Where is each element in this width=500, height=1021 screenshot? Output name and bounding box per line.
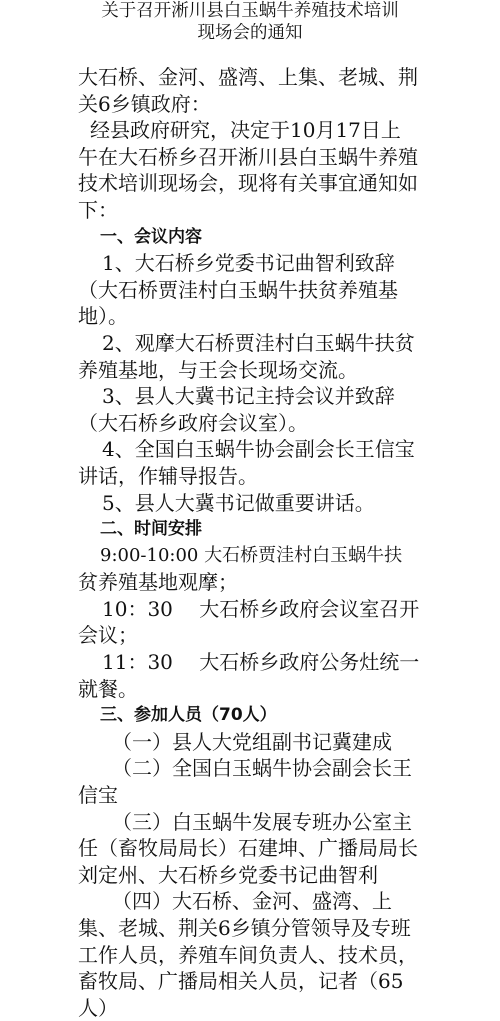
section-heading: 一、会议内容 <box>100 226 202 247</box>
body-line: 贫养殖基地观摩； <box>78 570 238 595</box>
section-heading: 二、时间安排 <box>100 519 202 540</box>
body-line: 10：30 大石桥乡政府会议室召开 <box>102 596 420 621</box>
body-line: 11：30 大石桥乡政府公务灶统一 <box>102 650 420 675</box>
body-line: 信宝 <box>78 783 118 808</box>
body-line: 技术培训现场会，现将有关事宜通知如 <box>78 171 418 196</box>
body-line: 养殖基地，与王会长现场交流。 <box>78 357 358 382</box>
body-line: （一）县人大党组副书记冀建成 <box>112 729 392 754</box>
body-line: 午在大石桥乡召开淅川县白玉蜗牛养殖 <box>78 144 418 169</box>
body-line: （四）大石桥、金河、盛湾、上 <box>112 889 392 914</box>
body-line: （大石桥乡政府会议室）。 <box>78 410 308 435</box>
body-line: 地）。 <box>78 304 128 329</box>
body-line: 就餐。 <box>78 676 138 701</box>
body-line: （大石桥贾洼村白玉蜗牛扶贫养殖基 <box>78 277 398 302</box>
title-line-2: 现场会的通知 <box>197 23 303 43</box>
body-line: 会议； <box>78 623 138 648</box>
body-line: 1、大石桥乡党委书记曲智利致辞 <box>102 251 395 276</box>
notice-body <box>0 64 500 1021</box>
body-line: 工作人员，养殖车间负责人、技术员， <box>78 942 418 967</box>
body-line: 9:00-10:00 大石桥贾洼村白玉蜗牛扶 <box>100 544 403 566</box>
body-line: 3、县人大冀书记主持会议并致辞 <box>102 384 395 409</box>
body-line: 讲话，作辅导报告。 <box>78 463 258 488</box>
section-heading: 三、参加人员（70人） <box>100 705 277 726</box>
body-line: （二）全国白玉蜗牛协会副会长王 <box>112 756 412 781</box>
body-line: 下： <box>78 197 118 222</box>
body-line: 刘定州、大石桥乡党委书记曲智利 <box>78 862 378 887</box>
body-line: 大石桥、金河、盛湾、上集、老城、荆 <box>78 65 418 89</box>
body-line: 任（畜牧局局长）石建坤、广播局局长 <box>78 836 418 861</box>
body-line: 关6乡镇政府： <box>78 91 211 116</box>
body-line: 5、县人大冀书记做重要讲话。 <box>102 490 375 515</box>
body-line: （三）白玉蜗牛发展专班办公室主 <box>112 809 412 834</box>
body-line: 人） <box>78 995 118 1020</box>
body-line: 集、老城、荆关6乡镇分管领导及专班 <box>78 916 411 940</box>
body-line: 4、全国白玉蜗牛协会副会长王信宝 <box>102 437 415 462</box>
notice-title <box>0 0 500 44</box>
body-line: 畜牧局、广播局相关人员，记者（65 <box>78 969 404 994</box>
body-line: 经县政府研究，决定于10月17日上 <box>90 118 401 143</box>
body-line: 2、观摩大石桥贾洼村白玉蜗牛扶贫 <box>102 330 415 355</box>
title-line-1: 关于召开淅川县白玉蜗牛养殖技术培训 <box>101 1 399 21</box>
